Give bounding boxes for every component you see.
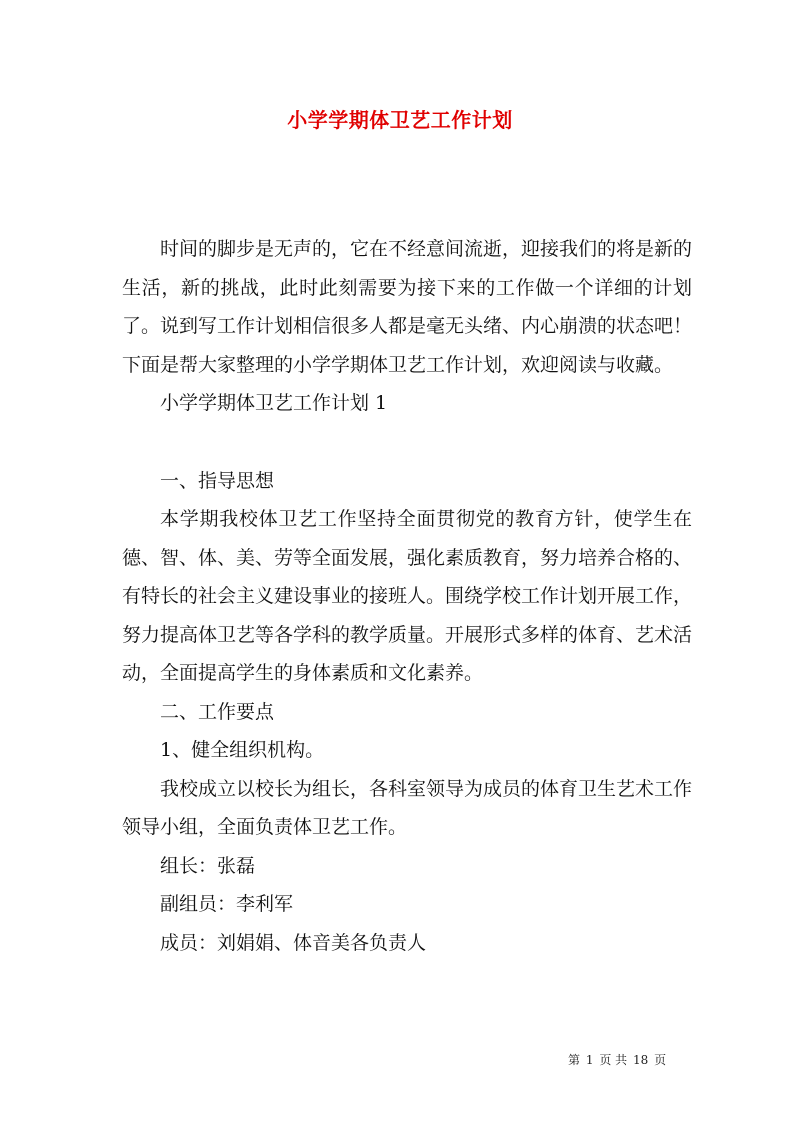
intro-paragraph: 时间的脚步是无声的，它在不经意间流逝，迎接我们的将是新的生活，新的挑战，此时此刻需要为接下来的工作做一个详细的计划了。说到写工作计划相信很多人都是毫无头绪、内心崩溃的状态吧！下面是帮大家整理的小学学期体卫艺工作计划，欢迎阅读与收藏。 bbox=[122, 238, 693, 376]
members-line: 成员：刘娟娟、体音美各负责人 bbox=[160, 931, 427, 954]
document-title: 小学学期体卫艺工作计划 bbox=[287, 108, 513, 132]
page-middle: 页 共 bbox=[599, 1053, 628, 1067]
plan-subtitle: 小学学期体卫艺工作计划 1 bbox=[160, 392, 388, 414]
spacer bbox=[122, 423, 692, 462]
section-paragraph-guiding-ideology: 本学期我校体卫艺工作坚持全面贯彻党的教育方针，使学生在德、智、体、美、劳等全面发展，强化素质教育，努力培养合格的、有特长的社会主义建设事业的接班人。围绕学校工作计划开展工作，努力提高体卫艺等各学科的教学质量。开展形式多样的体育、艺术活动，全面提高学生的身体素质和文化素养。 bbox=[122, 508, 693, 684]
section-heading-work-points: 二、工作要点 bbox=[160, 700, 275, 723]
page-total: 18 bbox=[632, 1053, 649, 1067]
leader-line: 组长：张磊 bbox=[160, 854, 256, 877]
section-heading-guiding-ideology: 一、指导思想 bbox=[160, 469, 275, 492]
page-number-footer bbox=[567, 1051, 667, 1068]
document-body bbox=[122, 230, 692, 962]
point-heading-organization: 1、健全组织机构。 bbox=[160, 739, 325, 761]
deputy-line: 副组员：李利军 bbox=[160, 893, 294, 915]
page-current: 1 bbox=[585, 1053, 594, 1067]
point-paragraph-organization: 我校成立以校长为组长，各科室领导为成员的体育卫生艺术工作领导小组，全面负责体卫艺工作。 bbox=[122, 777, 693, 838]
page-suffix: 页 bbox=[654, 1053, 667, 1067]
page-prefix: 第 bbox=[568, 1053, 581, 1067]
